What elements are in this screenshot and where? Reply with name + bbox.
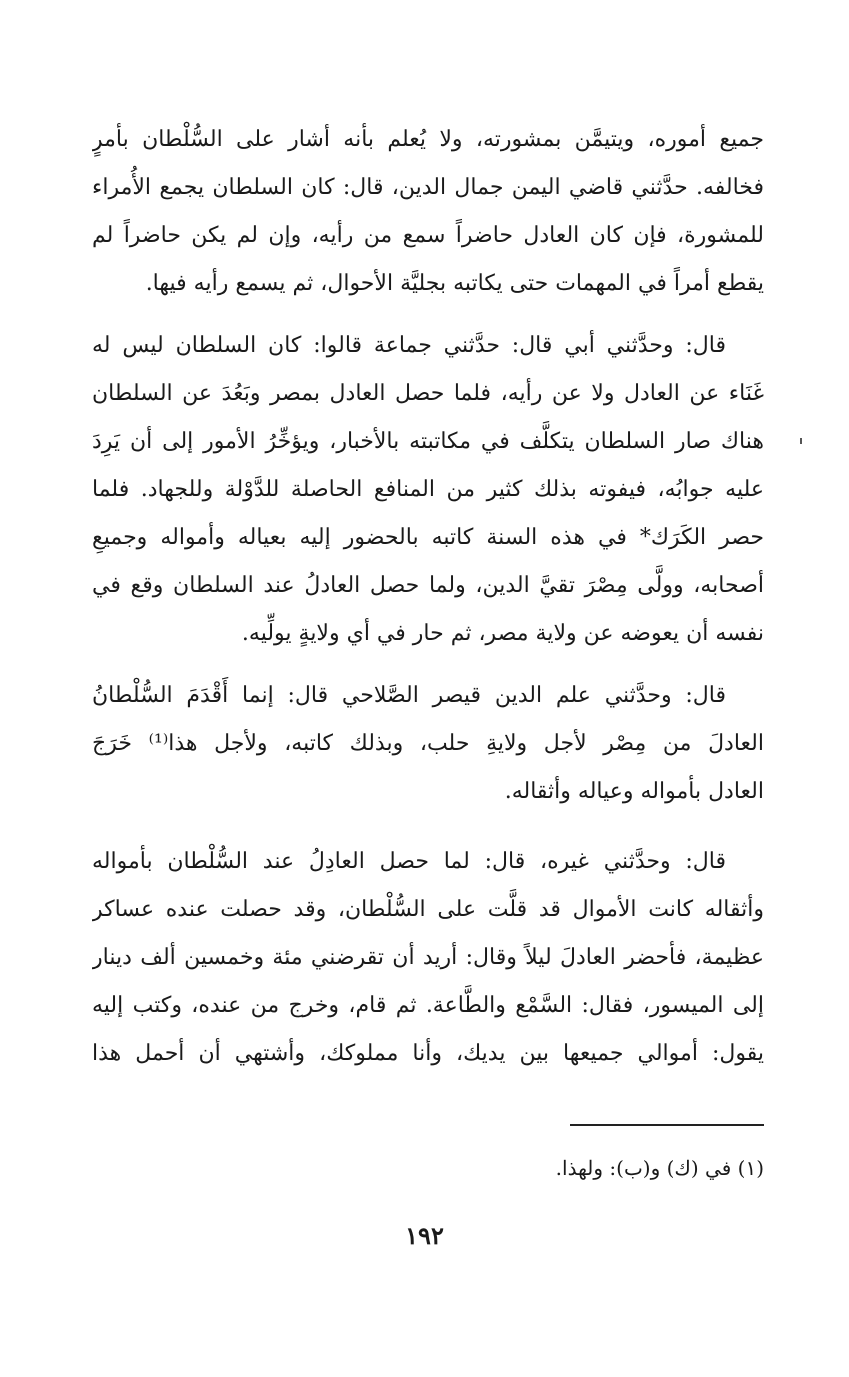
body-text <box>92 116 764 1078</box>
text-line: يقول: أموالي جميعها بين يديك، وأنا مملوكك، وأشتهي أن أحمل هذا <box>92 1041 764 1066</box>
text-line: قال: وحدَّثني غيره، قال: لما حصل العادِلُ عند السُّلْطان بأمواله <box>92 849 726 874</box>
text-line: غَنَاء عن العادل ولا عن رأيه، فلما حصل العادل بمصر وبَعُدَ عن السلطان <box>92 381 764 406</box>
paragraph-4 <box>92 838 764 1078</box>
text-line: نفسه أن يعوضه عن ولاية مصر، ثم حار في أي ولايةٍ يولِّيه. <box>241 621 764 646</box>
text-line: جميع أموره، ويتيمَّن بمشورته، ولا يُعلم بأنه أشار على السُّلْطان بأمرٍ <box>92 127 764 152</box>
paragraph-1 <box>92 116 764 308</box>
text-line: العادل بأمواله وعياله وأثقاله. <box>504 779 764 804</box>
text-line: للمشورة، فإن كان العادل حاضراً سمع من رأيه، وإن لم يكن حاضراً لم <box>92 223 764 248</box>
paragraph-2 <box>92 322 764 658</box>
paragraph-3 <box>92 672 764 816</box>
text-line: قال: وحدَّثني علم الدين قيصر الصَّلاحي قال: إنما أَقْدَمَ السُّلْطانُ <box>92 683 726 708</box>
text-line: قال: وحدَّثني أبي قال: حدَّثني جماعة قالوا: كان السلطان ليس له <box>92 333 726 358</box>
footnote-divider <box>570 1124 764 1126</box>
text-line: هناك صار السلطان يتكلَّف في مكاتبته بالأخبار، ويؤخِّرُ الأمور إلى أن يَرِدَ <box>92 429 764 454</box>
margin-mark <box>800 438 802 444</box>
text-line: عظيمة، فأحضر العادلَ ليلاً وقال: أريد أن تقرضني مئة وخمسين ألف دينار <box>92 945 764 970</box>
page-number: ١٩٢ <box>405 1221 444 1250</box>
text-line: أصحابه، وولَّى مِصْرَ تقيَّ الدين، ولما حصل العادلُ عند السلطان وقع في <box>92 573 764 598</box>
footnote: (١) في (ك) و(ب): ولهذا. <box>555 1156 764 1180</box>
text-line: إلى الميسور، فقال: السَّمْع والطَّاعة. ثم قام، وخرج من عنده، وكتب إليه <box>92 993 764 1018</box>
text-line: يقطع أمراً في المهمات حتى يكاتبه بجليَّة الأحوال، ثم يسمع رأيه فيها. <box>145 271 764 296</box>
text-line: حصر الكَرَك* في هذه السنة كاتبه بالحضور إليه بعياله وأمواله وجميعِ <box>92 525 764 550</box>
text-line: العادلَ من مِصْر لأجل ولايةِ حلب، وبذلك كاتبه، ولأجل هذا⁽¹⁾ خَرَجَ <box>92 731 764 756</box>
text-line: وأثقاله كانت الأموال قد قلَّت على السُّلْطان، وقد حصلت عنده عساكر <box>92 897 764 922</box>
text-line: عليه جوابُه، فيفوته بذلك كثير من المنافع الحاصلة للدَّوْلة وللجهاد. فلما <box>92 477 764 502</box>
text-line: فخالفه. حدَّثني قاضي اليمن جمال الدين، قال: كان السلطان يجمع الأُمراء <box>92 175 764 200</box>
